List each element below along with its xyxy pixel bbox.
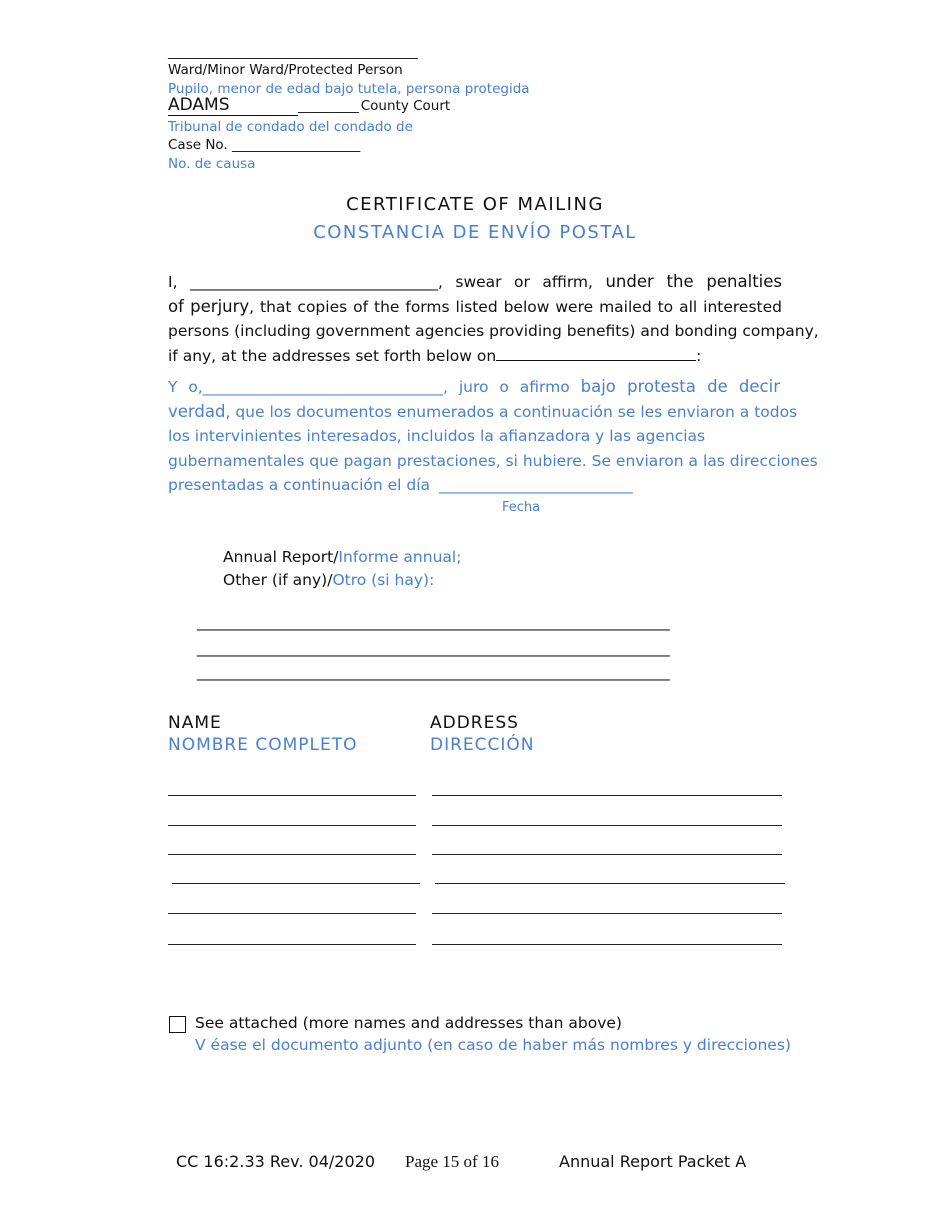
footer-page-number: Page 15 of 16 — [405, 1152, 499, 1171]
other-forms-blank-1[interactable]: _____________________________________________________________ — [197, 613, 670, 631]
name-line-6[interactable] — [168, 944, 416, 945]
mailing-date-blank-es[interactable]: _________________________ — [438, 476, 633, 494]
title-en: CERTIFICATE OF MAILING — [346, 194, 604, 215]
other-forms-blank-2[interactable]: _____________________________________________________________ — [197, 639, 670, 657]
county-field[interactable] — [168, 95, 450, 116]
address-line-6[interactable] — [432, 944, 782, 945]
name-header: NAME — [168, 713, 222, 733]
annual-report-item: Annual Report/Informe annual; — [223, 548, 462, 566]
case-blank[interactable]: ___________________ — [232, 137, 361, 153]
address-line-1[interactable] — [432, 795, 782, 796]
county-label: County Court — [360, 98, 451, 114]
other-forms-item: Other (if any)/Otro (si hay): — [223, 571, 435, 589]
ward-label-es: Pupilo, menor de edad bajo tutela, persona protegida — [168, 81, 530, 97]
see-attached-checkbox[interactable] — [169, 1016, 186, 1033]
ward-label: Ward/Minor Ward/Protected Person — [168, 62, 403, 78]
county-blank: _________ — [298, 98, 359, 114]
address-line-2[interactable] — [432, 825, 782, 826]
name-line-3[interactable] — [168, 854, 416, 855]
name-line-5[interactable] — [168, 913, 416, 914]
see-attached-label: See attached (more names and addresses than above) — [195, 1014, 622, 1032]
other-forms-blank-3[interactable]: _____________________________________________________________ — [197, 663, 670, 681]
name-line-4[interactable] — [172, 883, 420, 884]
declarant-name-blank[interactable]: ________________________________ — [189, 273, 438, 291]
declarant-name-blank-es[interactable]: _______________________________ — [202, 378, 444, 396]
address-line-4[interactable] — [435, 883, 785, 884]
name-line-2[interactable] — [168, 825, 416, 826]
see-attached-label-es: V éase el documento adjunto (en caso de haber más nombres y direcciones) — [195, 1036, 791, 1054]
county-label-es: Tribunal de condado del condado de — [168, 119, 413, 135]
title-es: CONSTANCIA DE ENVÍO POSTAL — [313, 222, 637, 243]
date-label-es: Fecha — [502, 500, 541, 515]
address-header: ADDRESS — [430, 713, 519, 733]
name-header-es: NOMBRE COMPLETO — [168, 735, 358, 755]
address-line-5[interactable] — [432, 913, 782, 914]
footer-form-code: CC 16:2.33 Rev. 04/2020 — [176, 1152, 375, 1171]
case-label-es: No. de causa — [168, 156, 256, 172]
address-line-3[interactable] — [432, 854, 782, 855]
statement-es: Y o,_______________________________, juro o afirmo bajo protesta de decir verdad, que los documentos enumerados a continuación se les enviaron a todos los intervinientes interesados, incluidos la afianzadora y las agencias gubernamentales que pagan prestaciones, si hubiere. Se enviaron a las direcciones presentadas a continuación el día _________________________ — [168, 377, 818, 494]
statement-en: I, ________________________________, swear or affirm, under the penalties of perjury, that copies of the forms listed below were mailed to all interested persons (including government agencies providing benefits) and bonding company, if any, at the addresses set forth below on : — [168, 272, 819, 365]
name-line-1[interactable] — [168, 795, 416, 796]
case-number-row — [168, 137, 360, 153]
address-header-es: DIRECCIÓN — [430, 735, 535, 755]
case-label: Case No. — [168, 137, 228, 153]
footer-packet-name: Annual Report Packet A — [559, 1152, 747, 1171]
county-value: ADAMS — [168, 95, 298, 116]
ward-blank[interactable]: _____________________________________ — [168, 44, 418, 60]
mailing-date-field[interactable] — [496, 346, 696, 361]
